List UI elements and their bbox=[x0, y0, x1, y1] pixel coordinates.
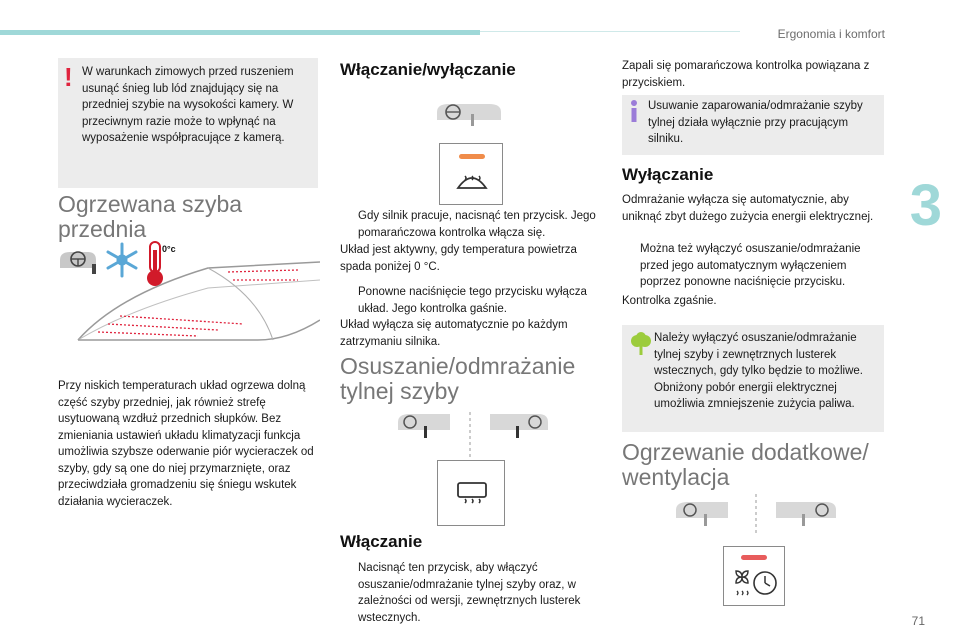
steering-wheel-icon bbox=[60, 252, 96, 274]
button-led bbox=[741, 555, 767, 560]
header-accent-bar bbox=[0, 30, 480, 35]
windscreen-figure bbox=[58, 240, 320, 365]
switch-on-bullet-text: Nacisnąć ten przycisk, aby włączyć osuszanie/odmrażanie tylnej szyby oraz, w zależności od wersji, zewnętrznych lusterek wstecznych. bbox=[358, 562, 581, 624]
onoff-bullet-2-text: Ponowne naciśnięcie tego przycisku wyłącza układ. Jego kontrolka gaśnie. bbox=[358, 286, 587, 315]
dashboard-icon bbox=[398, 412, 548, 462]
rear-defrost-title: Osuszanie/odmrażanie tylnej szyby bbox=[340, 353, 576, 404]
off-title: Wyłączanie bbox=[622, 165, 714, 184]
switch-on-bullet bbox=[340, 560, 602, 626]
onoff-bullet-2 bbox=[340, 284, 602, 317]
info-icon bbox=[630, 100, 635, 127]
button-led bbox=[459, 154, 485, 159]
thermometer-icon bbox=[147, 242, 163, 286]
onoff-paragraph-2: Układ wyłącza się automatycznie po każdym zatrzymaniu silnika. bbox=[340, 319, 568, 348]
bullet-marker bbox=[340, 560, 348, 626]
off-bullet-text: Można też wyłączyć osuszanie/odmrażanie przed jego automatycznym wyłączeniem poprzez ponowne naciśnięcie przycisku. bbox=[640, 243, 861, 288]
page-number: 71 bbox=[911, 614, 925, 628]
heated-windscreen-paragraph: Przy niskich temperaturach układ ogrzewa dolną część szyby przedniej, jak również strefę usytuowaną wzdłuż przednich słupków. Bez zmieniania ustawień układu klimatyzacji funkcja umożliwia szybsze oderwanie piór wycieraczek od szyby, gdy są one do niej przymarznięte, oraz przeciwdziała gromadzeniu się śniegu wskutek działania wycieraczek. bbox=[58, 380, 314, 508]
switch-on-title: Włączanie bbox=[340, 532, 423, 551]
off-paragraph: Odmrażanie wyłącza się automatycznie, aby uniknąć zbyt dużego zużycia energii elektrycznej. bbox=[622, 194, 874, 223]
dashboard-icon-2 bbox=[676, 494, 836, 539]
warning-text: W warunkach zimowych przed ruszeniem usunąć śnieg lub lód znajdujący się na przedniej szybie na wysokości kamery. W przeciwnym razie może to wpłynąć na wyposażenie współpracujące z kamerą. bbox=[82, 66, 294, 144]
eco-text: Należy wyłączyć osuszanie/odmrażanie tylnej szyby i zewnętrznych lusterek wstecznych, gdy tylko będzie to możliwe. Obniżony pobór energii elektrycznej umożliwia zmniejszenie zużycia paliwa. bbox=[654, 332, 864, 410]
off-paragraph-2: Kontrolka zgaśnie. bbox=[622, 295, 717, 307]
onoff-title: Włączanie/wyłączanie bbox=[340, 60, 516, 79]
aux-heating-title: Ogrzewanie dodatkowe/ wentylacja bbox=[622, 439, 869, 490]
heating-lines bbox=[98, 270, 298, 336]
aux-heating-button[interactable] bbox=[723, 546, 785, 606]
windscreen-illustration bbox=[58, 240, 320, 365]
onoff-paragraph-1: Układ jest aktywny, gdy temperatura powietrza spada poniżej 0 °C. bbox=[340, 244, 577, 273]
rear-defrost-button[interactable] bbox=[437, 460, 505, 526]
temp-label: 0°c bbox=[162, 244, 176, 254]
off-bullet bbox=[622, 241, 884, 291]
indicator-paragraph: Zapali się pomarańczowa kontrolka powiązana z przyciskiem. bbox=[622, 60, 870, 89]
section-title: Ergonomia i komfort bbox=[777, 27, 885, 41]
warning-icon: ! bbox=[64, 62, 73, 92]
eco-tree-icon bbox=[630, 332, 652, 361]
onoff-bullet-1 bbox=[340, 208, 602, 241]
header-rule bbox=[480, 31, 740, 32]
chapter-number: 3 bbox=[909, 173, 942, 238]
snowflake-icon bbox=[108, 244, 136, 276]
windscreen-heating-button[interactable] bbox=[439, 143, 503, 205]
steering-wheel-icon bbox=[435, 100, 505, 135]
front-heating-icon bbox=[456, 166, 488, 194]
bullet-marker bbox=[340, 208, 348, 241]
info-text: Usuwanie zaparowania/odmrażanie szyby tylnej działa wyłącznie przy pracującym silniku. bbox=[648, 100, 863, 145]
rear-defrost-icon bbox=[456, 481, 488, 505]
onoff-bullet-1-text: Gdy silnik pracuje, nacisnąć ten przycisk. Jego pomarańczowa kontrolka włącza się. bbox=[358, 210, 596, 239]
bullet-marker bbox=[340, 284, 348, 317]
heated-windscreen-title: Ogrzewana szyba przednia bbox=[58, 191, 243, 242]
bullet-marker bbox=[622, 241, 630, 291]
fan-timer-icon bbox=[730, 565, 780, 601]
